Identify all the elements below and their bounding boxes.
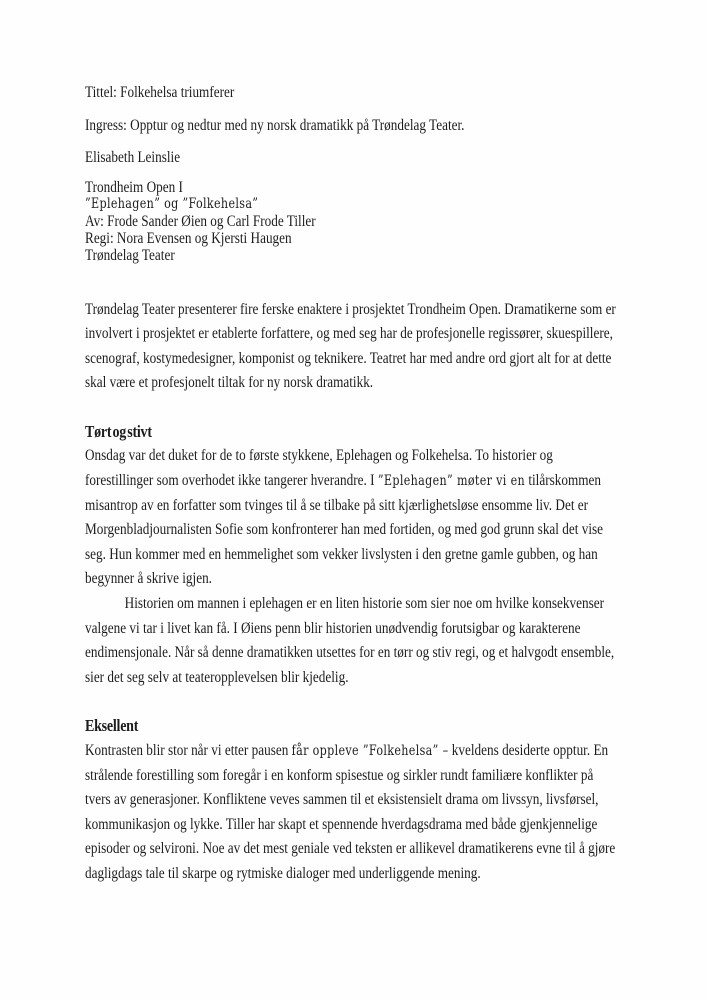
section-heading-tort-og-stivt: Tørt og stivt (85, 421, 152, 441)
body-paragraph (85, 444, 622, 592)
text-segment: Trøndelag Teater presenterer fire ferske enaktere i prosjektet Trondheim Open. Dramatikerne som er involvert i prosjektet er etablerte forfattere, og med seg har de profesjonelle regissører, skuespillere, scenograf, kostymedesigner, komponist og teknikere. Teatret har med andre ord gjort alt for at dette skal være et profesjonelt tiltak for ny norsk dramatikk. (85, 300, 616, 392)
body-paragraph (85, 739, 622, 887)
text-segment: Kontrasten blir stor når vi etter pausen (85, 742, 292, 759)
text-segment: Historien om mannen i eplehagen er en liten historie som sier noe om hvilke konsekvenser valgene vi tar i livet kan få. I Øiens penn blir historien unødvendig forutsigbar og karakterene endimensjonale. Når så denne dramatikken utsettes for en tørr og stiv regi, og et halvgodt ensemble, sier det seg selv at teateropplevelsen blir kjedelig. (85, 595, 615, 686)
intro-paragraph (85, 298, 622, 396)
text-segment: Onsdag var det duket for de to første stykkene, Eplehagen og Folkehelsa. To historier og forestillinger som overhodet ikke tangerer hverandre. I (85, 447, 553, 490)
document-ingress-line: Ingress: Opptur og nedtur med ny norsk dramatikk på Trøndelag Teater. (85, 116, 465, 134)
production-plays-line: ”Eplehagen” og ”Folkehelsa” (85, 195, 259, 212)
production-directors-line: Regi: Nora Evensen og Kjersti Haugen (85, 229, 292, 247)
production-authors-line: Av: Frode Sander Øien og Carl Frode Tiller (85, 212, 316, 230)
document-title-line: Tittel: Folkehelsa triumferer (85, 84, 235, 101)
production-theatre-line: Trøndelag Teater (85, 246, 175, 264)
document-author-line: Elisabeth Leinslie (85, 149, 181, 166)
text-segment: kveldens desiderte opptur. En strålende forestilling som foregår i en konform spisestue og sirkler rundt familiære konflikter på tvers av generasjoner. Konfliktene veves sammen til et eksistensielt drama om livssyn, livsførsel, kommunikasjon og lykke. Tiller har skapt et spennende hverdagsdrama med både gjenkjennelige episoder og selvironi. Noe av det mest geniale ved teksten er allikevel dramatikerens evne til å gjøre dagligdags tale til skarpe og rytmiske dialoger med underliggende mening. (85, 742, 616, 882)
text-segment: tilårskommen misantrop av en forfatter som tvinges til å se tilbake på sitt kjærlighetsløse ensomme liv. Det er Morgenbladjournalisten Sofie som konfronterer han med fortiden, og med god grunn skal det vise seg. Hun kommer med en hemmelighet som vekker livslysten i den gretne gamle gubben, og han begynner å skrive igjen. (85, 472, 604, 588)
section-heading-eksellent: Eksellent (85, 716, 139, 736)
production-series-line: Trondheim Open I (85, 178, 183, 196)
times-font-text-segment: får oppleve ”Folkehelsa” – (291, 743, 449, 759)
times-font-text-segment: ”Eplehagen” møter vi en (377, 473, 526, 490)
production-info (85, 179, 622, 264)
document-content (85, 81, 622, 887)
body-paragraph-indented (85, 592, 622, 690)
